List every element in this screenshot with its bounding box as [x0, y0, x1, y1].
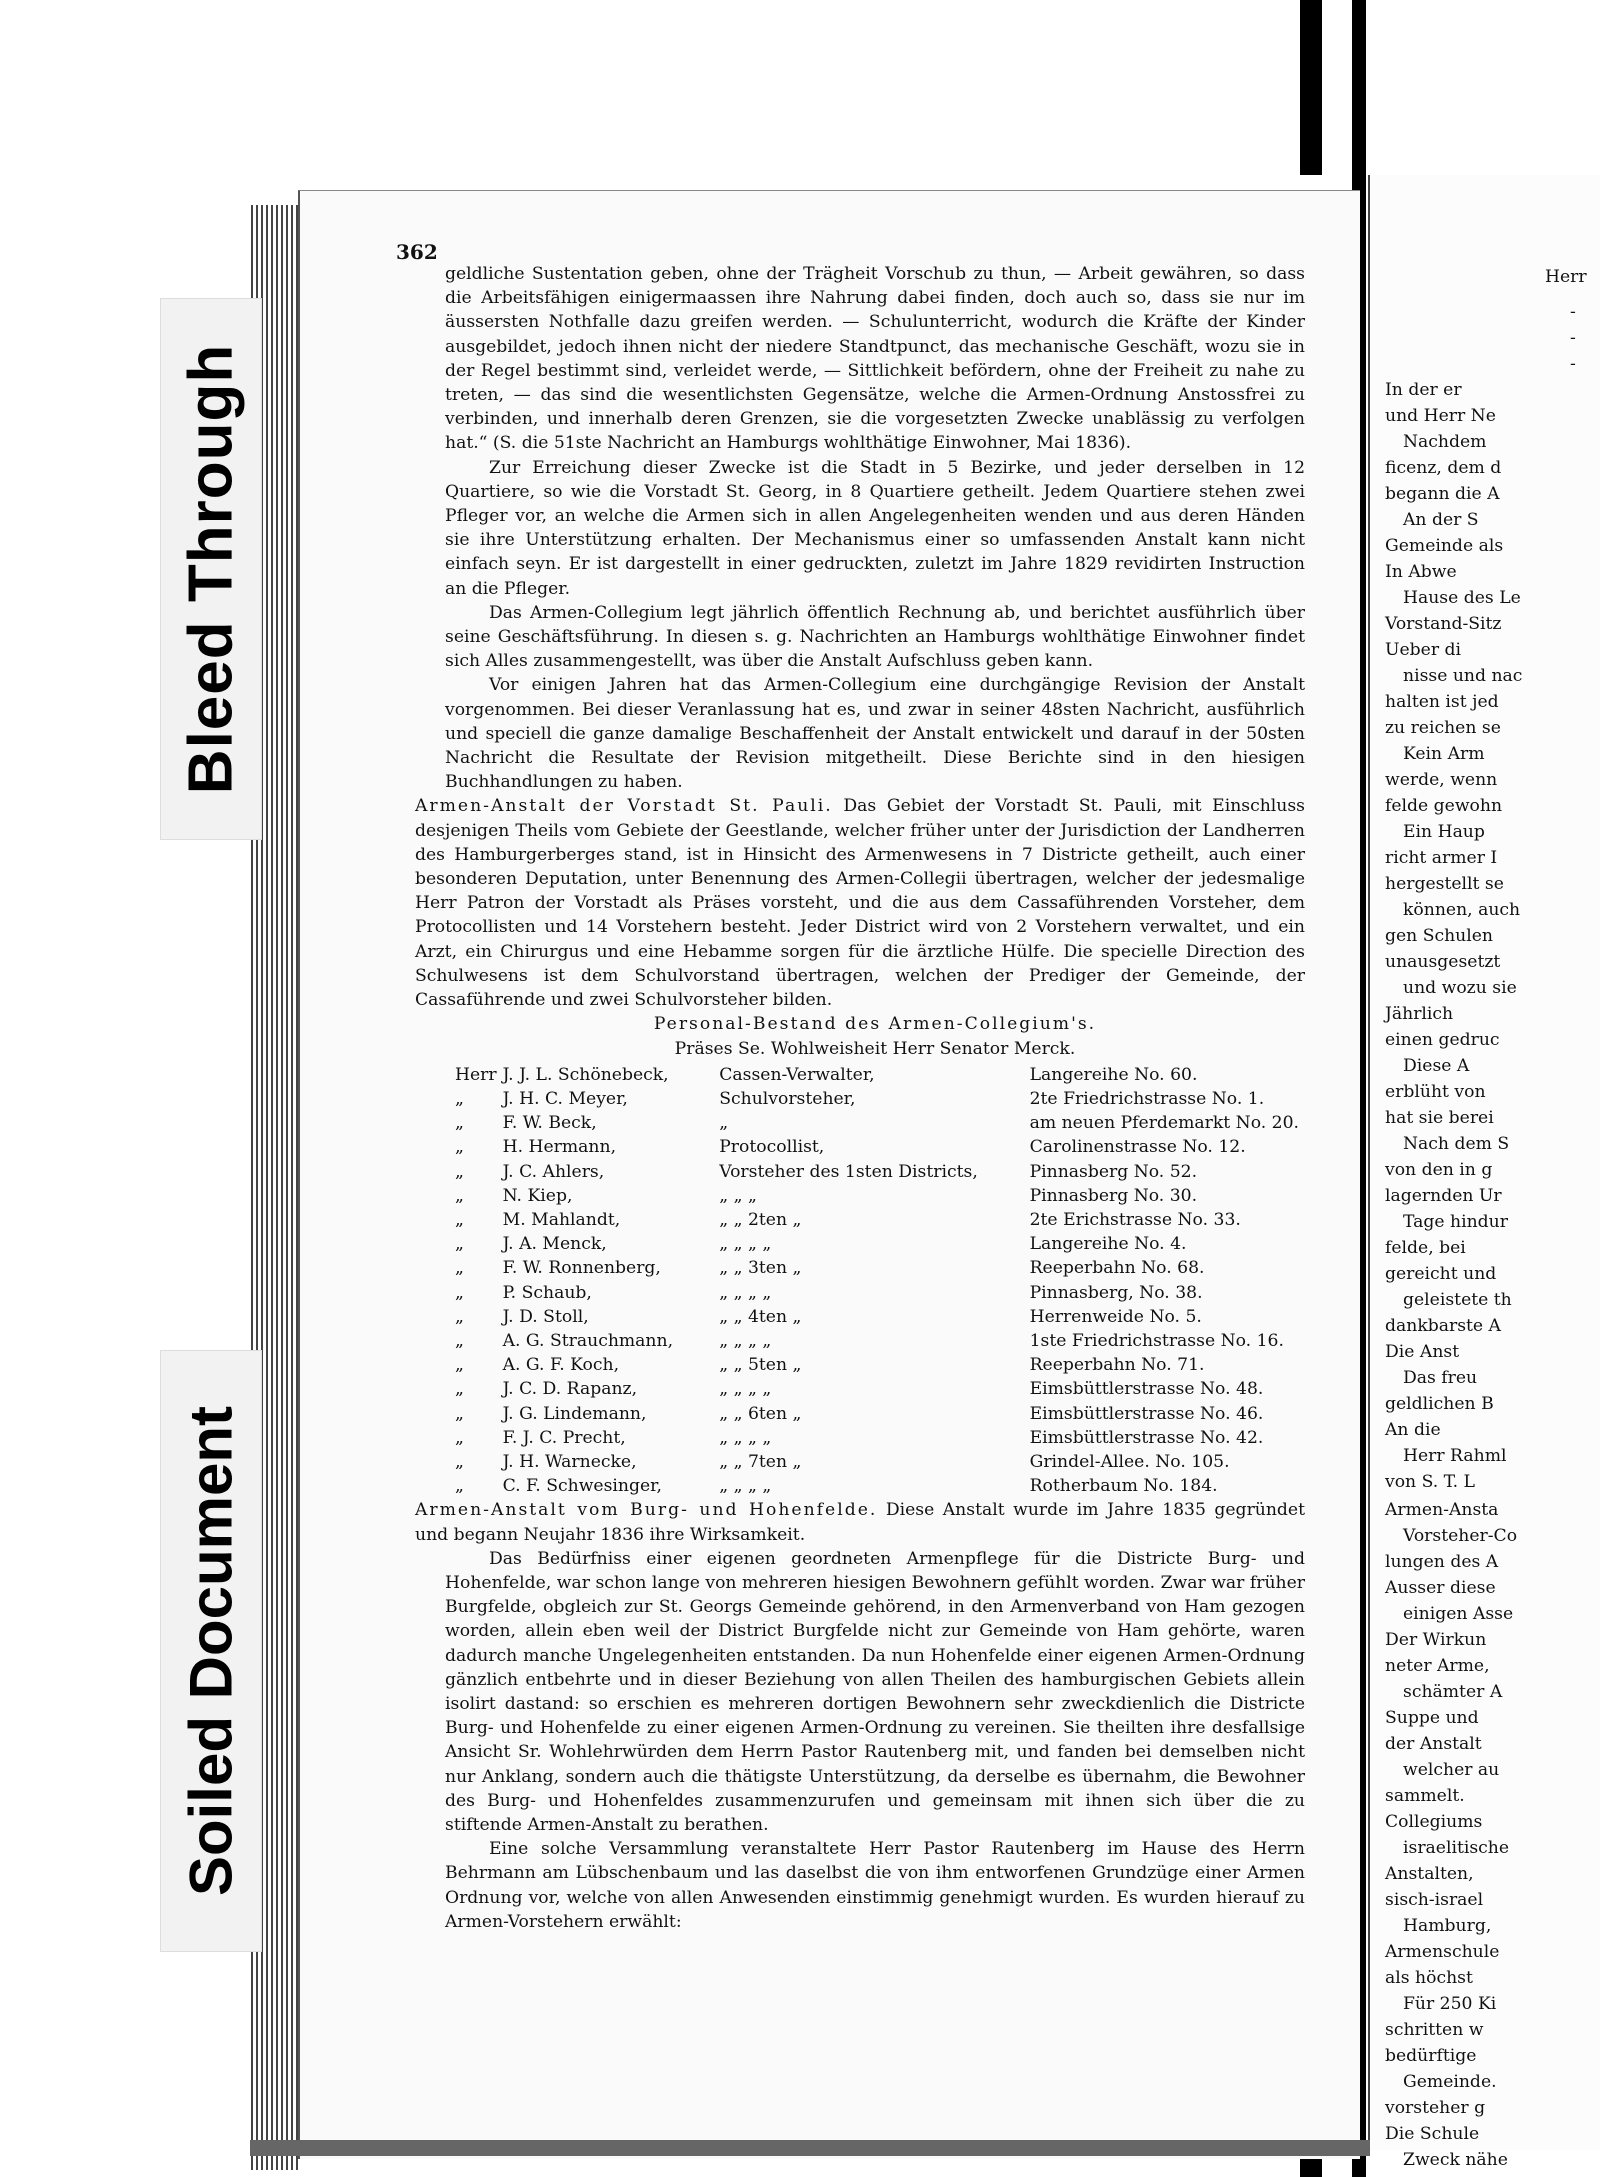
- right-page-line: Herr: [1545, 267, 1587, 287]
- roster-role: „ „ 4ten „: [719, 1306, 802, 1327]
- right-page-line: der Anstalt: [1385, 1734, 1482, 1754]
- right-page-line: Der Wirkun: [1385, 1630, 1487, 1650]
- roster-row: [455, 1353, 1305, 1377]
- roster-prefix: „: [455, 1234, 464, 1255]
- personal-heading: Personal-Bestand des Armen-Collegium's.: [653, 1014, 1097, 1035]
- roster-row: [455, 1184, 1305, 1208]
- roster-row: [455, 1305, 1305, 1329]
- right-page-line: zu reichen se: [1385, 718, 1501, 738]
- roster-role: Protocollist,: [719, 1137, 825, 1158]
- paragraph: Das Bedürfniss einer eigenen geordneten Armenpflege für die Districte Burg- und Hohenfelde, war schon lange von mehreren hiesigen Bewohnern gefühlt worden. Zwar war früher Burgfelde, obgleich zur St. Georgs Gemeinde gehörend, in den Armenverband von Ham gezogen worden, allein eben weil der District Burgfelde nicht zur Gemeinde von Ham gehörte, waren dadurch manche Ungelegenheiten entstanden. Da nun Hohenfelde einer eigenen Armen-Ordnung gänzlich entbehrte und in dieser Beziehung von allen Theilen des hamburgischen Gebiets allein isolirt dastand: so erschien es mehreren dortigen Bewohnern sehr zweckdienlich die Districte Burg- und Hohenfelde zu einer eigenen Armen-Ordnung zu vereinen. Sie theilten ihre desfallsige Ansicht Sr. Wohlehrwürden dem Herrn Pastor Rautenberg mit, und fanden bei demselben nicht nur Anklang, sondern auch die thätigste Unterstützung, da derselbe es übernahm, die Bewohner des Burg- und Hohenfeldes zusammenzurufen und gemeinsam mit ihnen sich über die zu stiftende Armen-Anstalt zu berathen.: [445, 1548, 1305, 1835]
- roster-address: Langereihe No. 60.: [1029, 1064, 1198, 1085]
- roster-prefix: „: [455, 1379, 464, 1400]
- right-page-line: neter Arme,: [1385, 1656, 1490, 1676]
- roster-row: [455, 1232, 1305, 1256]
- section-text: Diese Anstalt wurde im Jahre 1835 gegründet und begann Neujahr 1836 ihre Wirksamkeit.: [415, 1500, 1305, 1545]
- roster-address: Pinnasberg No. 52.: [1029, 1161, 1198, 1182]
- roster-name: H. Hermann,: [502, 1137, 617, 1158]
- roster-name: J. H. C. Meyer,: [502, 1088, 628, 1109]
- roster-prefix: „: [455, 1209, 464, 1230]
- roster-row: [455, 1474, 1305, 1498]
- roster-address: Pinnasberg, No. 38.: [1029, 1282, 1203, 1303]
- roster-prefix: „: [455, 1330, 464, 1351]
- roster-name: J. C. Ahlers,: [502, 1161, 605, 1182]
- roster-name: P. Schaub,: [502, 1282, 592, 1303]
- right-page-line: vorsteher g: [1385, 2098, 1486, 2118]
- paragraph: Eine solche Versammlung veranstaltete Herr Pastor Rautenberg im Hause des Herrn Behrmann am Lübschenbaum und las daselbst die von ihm entworfenen Grundzüge einer Armen Ordnung vor, welche von allen Anwesenden einstimmig genehmigt wurden. Es wurden hierauf zu Armen-Vorstehern erwählt:: [445, 1839, 1305, 1932]
- soiled-document-tag: [160, 1350, 262, 1952]
- right-page-line: An die: [1385, 1420, 1441, 1440]
- roster-address: Rotherbaum No. 184.: [1029, 1476, 1218, 1497]
- roster-role: „ „ „ „: [719, 1234, 772, 1255]
- right-page-line: Zweck nähe: [1403, 2150, 1508, 2170]
- right-page-line: Kein Arm: [1403, 744, 1485, 764]
- roster-row: [455, 1160, 1305, 1184]
- section-pauli: [415, 794, 1305, 1012]
- right-page-line: Collegiums: [1385, 1812, 1483, 1832]
- right-page-line: Armenschule: [1385, 1942, 1500, 1962]
- right-page-line: Gemeinde.: [1403, 2072, 1497, 2092]
- right-page-line: Jährlich: [1385, 1004, 1454, 1024]
- right-page-line: sammelt.: [1385, 1786, 1465, 1806]
- roster-address: Pinnasberg No. 30.: [1029, 1185, 1198, 1206]
- binding-shadow-top: [1300, 0, 1322, 175]
- right-page-line: halten ist jed: [1385, 692, 1499, 712]
- roster-role: „ „ „ „: [719, 1330, 772, 1351]
- right-page-line: Für 250 Ki: [1403, 1994, 1497, 2014]
- roster-address: Eimsbüttlerstrasse No. 46.: [1029, 1403, 1264, 1424]
- roster-name: M. Mahlandt,: [502, 1209, 621, 1230]
- right-page-line: -: [1570, 328, 1576, 348]
- right-page-line: erblüht von: [1385, 1082, 1486, 1102]
- right-page-line: israelitische: [1403, 1838, 1510, 1858]
- roster-prefix: „: [455, 1403, 464, 1424]
- right-page-line: als höchst: [1385, 1968, 1473, 1988]
- roster-name: F. W. Beck,: [502, 1113, 597, 1134]
- roster-row: [455, 1063, 1305, 1087]
- right-page-line: Gemeinde als: [1385, 536, 1504, 556]
- roster-role: Schulvorsteher,: [719, 1088, 856, 1109]
- roster-role: „ „ „ „: [719, 1427, 772, 1448]
- right-page-line: Herr Rahml: [1403, 1446, 1507, 1466]
- roster-prefix: „: [455, 1476, 464, 1497]
- right-page-line: geleistete th: [1403, 1290, 1512, 1310]
- roster-role: „ „ 3ten „: [719, 1258, 802, 1279]
- right-page-line: von S. T. L: [1385, 1472, 1475, 1492]
- section-heading: Armen-Anstalt der Vorstadt St. Pauli.: [415, 796, 833, 817]
- right-page-line: Suppe und: [1385, 1708, 1479, 1728]
- roster-address: 1ste Friedrichstrasse No. 16.: [1029, 1330, 1284, 1351]
- section-text: Das Gebiet der Vorstadt St. Pauli, mit Einschluss desjenigen Theils vom Gebiete der Geestlande, welcher früher unter der Jurisdiction der Landherren des Hamburgerberges stand, ist in Hinsicht des Armenwesens in 7 Districte getheilt, auch einer besonderen Deputation, unter Benennung des Armen-Collegii übertragen, welcher der jedesmalige Herr Patron der Vorstadt als Präses vorsteht, und die aus dem Cassaführenden Vorsteher, dem Protocollisten und 14 Vorstehern besteht. Jeder District wird von 2 Vorstehern verwaltet, und ein Arzt, ein Chirurgus und eine Hebamme sorgen für die ärztliche Hülfe. Die specielle Direction des Schulwesens ist dem Schulvorstand übertragen, welchen der Prediger der Gemeinde, der Cassaführende und zwei Schulvorsteher bilden.: [415, 796, 1306, 1011]
- roster-role: „: [719, 1113, 729, 1134]
- roster-role: Vorsteher des 1sten Districts,: [719, 1161, 978, 1182]
- roster-address: Eimsbüttlerstrasse No. 42.: [1029, 1427, 1264, 1448]
- roster-address: 2te Friedrichstrasse No. 1.: [1029, 1088, 1265, 1109]
- roster-role: Cassen-Verwalter,: [719, 1064, 875, 1085]
- right-page-line: felde, bei: [1385, 1238, 1466, 1258]
- roster-address: Grindel-Allee. No. 105.: [1029, 1451, 1230, 1472]
- roster-address: am neuen Pferdemarkt No. 20.: [1029, 1113, 1299, 1134]
- paragraph: geldliche Sustentation geben, ohne der Trägheit Vorschub zu thun, — Arbeit gewähren, so dass die Arbeitsfähigen einigermaassen ihre Nahrung dabei finden, doch auch so, dass sie nur im äussersten Nothfalle dazu greifen werden. — Schulunterricht, wodurch die Kräfte der Kinder ausgebildet, jedoch ihnen nicht der niedere Standtpunct, das mechanische Geschäft, wozu sie in der Regel bestimmt sind, verleidet werde, — Sittlichkeit befördern, ohne der Freiheit zu nahe zu treten, — das sind die wesentlichsten Gegensätze, welche die Armen-Ordnung Anstossfrei zu verbinden, und innerhalb deren Grenzen, sie die vorgesetzten Zwecke unablässig zu verfolgen hat.“ (S. die 51ste Nachricht an Hamburgs wohlthätige Einwohner, Mai 1836).: [445, 264, 1305, 454]
- roster-row: [455, 1281, 1305, 1305]
- right-page-line: Vorsteher-Co: [1403, 1526, 1518, 1546]
- main-text: [415, 262, 1306, 1934]
- roster-table: [455, 1063, 1305, 1499]
- right-page-line: Tage hindur: [1403, 1212, 1508, 1232]
- roster-prefix: „: [455, 1355, 464, 1376]
- right-page-line: Hause des Le: [1403, 588, 1521, 608]
- roster-name: A. G. F. Koch,: [502, 1355, 620, 1376]
- roster-row: [455, 1426, 1305, 1450]
- right-page-line: Anstalten,: [1385, 1864, 1474, 1884]
- right-page-line: richt armer I: [1385, 848, 1498, 868]
- right-page-line: Nachdem: [1403, 432, 1487, 452]
- soiled-document-label: Soiled Document: [177, 1405, 245, 1897]
- paragraph: Das Armen-Collegium legt jährlich öffentlich Rechnung ab, und berichtet ausführlich über seine Geschäftsführung. In diesen s. g. Nachrichten an Hamburgs wohlthätige Einwohner findet sich Alles zusammengestellt, was über die Anstalt Aufschluss geben kann.: [445, 602, 1305, 672]
- roster-name: J. D. Stoll,: [502, 1306, 589, 1327]
- roster-address: Langereihe No. 4.: [1029, 1234, 1187, 1255]
- right-page-line: Ueber di: [1385, 640, 1462, 660]
- right-page-line: und Herr Ne: [1385, 406, 1496, 426]
- roster-prefix: „: [455, 1306, 464, 1327]
- roster-name: F. J. C. Precht,: [502, 1427, 626, 1448]
- roster-name: A. G. Strauchmann,: [502, 1330, 674, 1351]
- paragraph: Zur Erreichung dieser Zwecke ist die Stadt in 5 Bezirke, und jeder derselben in 12 Quartiere, so wie die Vorstadt St. Georg, in 8 Quartiere getheilt. Jedem Quartiere stehen zwei Pfleger vor, an welche die Armen sich in allen Angelegenheiten wenden und aus deren Händen sie ihre Unterstützung erhalten. Der Mechanismus einer so umfassenden Anstalt kann nicht einfach seyn. Er ist dargestellt in einer gedruckten, zuletzt im Jahre 1829 revidirten Instruction an die Pfleger.: [445, 457, 1305, 599]
- right-page-line: Nach dem S: [1403, 1134, 1510, 1154]
- right-page-line: nisse und nac: [1403, 666, 1523, 686]
- roster-role: „ „ „ „: [719, 1379, 772, 1400]
- roster-name: N. Kiep,: [502, 1185, 573, 1206]
- right-page-line: Vorstand-Sitz: [1385, 614, 1502, 634]
- page-bottom-shadow: [250, 2140, 1370, 2156]
- right-page-line: Diese A: [1403, 1056, 1470, 1076]
- right-page-line: Ausser diese: [1385, 1578, 1496, 1598]
- right-page-line: schritten w: [1385, 2020, 1484, 2040]
- roster-address: Reeperbahn No. 71.: [1029, 1355, 1205, 1376]
- roster-row: [455, 1256, 1305, 1280]
- right-page-line: Die Schule: [1385, 2124, 1480, 2144]
- right-page-line: In Abwe: [1385, 562, 1457, 582]
- right-page-line: -: [1570, 354, 1576, 374]
- right-page-line: bedürftige: [1385, 2046, 1477, 2066]
- section-burg: [415, 1498, 1305, 1546]
- page-number: 362: [396, 240, 438, 264]
- right-page-line: einen gedruc: [1385, 1030, 1500, 1050]
- roster-prefix: „: [455, 1113, 464, 1134]
- roster-prefix: „: [455, 1427, 464, 1448]
- roster-row: [455, 1377, 1305, 1401]
- roster-role: „ „ 7ten „: [719, 1451, 802, 1472]
- roster-row: [455, 1087, 1305, 1111]
- right-page-line: schämter A: [1403, 1682, 1503, 1702]
- roster-address: Carolinenstrasse No. 12.: [1029, 1137, 1246, 1158]
- right-page-line: dankbarste A: [1385, 1316, 1501, 1336]
- roster-name: J. C. D. Rapanz,: [502, 1379, 638, 1400]
- roster-prefix: „: [455, 1137, 464, 1158]
- roster-name: F. W. Ronnenberg,: [502, 1258, 661, 1279]
- roster-prefix: „: [455, 1161, 464, 1182]
- right-page-line: einigen Asse: [1403, 1604, 1514, 1624]
- right-page-line: geldlichen B: [1385, 1394, 1494, 1414]
- right-page-line: An der S: [1403, 510, 1479, 530]
- right-page-line: und wozu sie: [1403, 978, 1517, 998]
- right-page-line: felde gewohn: [1385, 796, 1503, 816]
- roster-row: [455, 1135, 1305, 1159]
- right-page-line: lungen des A: [1385, 1552, 1499, 1572]
- section-heading: Armen-Anstalt vom Burg- und Hohenfelde.: [415, 1500, 878, 1521]
- roster-role: „ „ „: [719, 1185, 757, 1206]
- roster-name: J. A. Menck,: [502, 1234, 607, 1255]
- roster-name: J. J. L. Schönebeck,: [502, 1064, 669, 1085]
- roster-prefix: „: [455, 1451, 464, 1472]
- roster-row: [455, 1450, 1305, 1474]
- right-page-line: unausgesetzt: [1385, 952, 1501, 972]
- roster-name: J. H. Warnecke,: [502, 1451, 637, 1472]
- roster-row: [455, 1329, 1305, 1353]
- right-page-line: -: [1570, 302, 1576, 322]
- roster-row: [455, 1402, 1305, 1426]
- right-page-line: Das freu: [1403, 1368, 1478, 1388]
- bleed-through-label: Bleed Through: [176, 343, 246, 795]
- roster-role: „ „ 2ten „: [719, 1209, 802, 1230]
- right-page-line: Ein Haup: [1403, 822, 1485, 842]
- roster-address: Herrenweide No. 5.: [1029, 1306, 1202, 1327]
- roster-row: [455, 1111, 1305, 1135]
- right-page-line: können, auch: [1403, 900, 1521, 920]
- right-page-line: lagernden Ur: [1385, 1186, 1502, 1206]
- roster-address: Eimsbüttlerstrasse No. 48.: [1029, 1379, 1264, 1400]
- roster-role: „ „ „ „: [719, 1282, 772, 1303]
- paragraph: Vor einigen Jahren hat das Armen-Collegium eine durchgängige Revision der Anstalt vorgenommen. Bei dieser Veranlassung hat es, und zwar in seiner 48sten Nachricht, ausführlich und speciell die ganze damalige Beschaffenheit der Anstalt entwickelt und darauf in der 50sten Nachricht die Resultate der Revision mitgetheilt. Diese Berichte sind in den hiesigen Buchhandlungen zu haben.: [445, 675, 1305, 793]
- roster-role: „ „ „ „: [719, 1476, 772, 1497]
- roster-prefix: „: [455, 1282, 464, 1303]
- praeses-line: Präses Se. Wohlweisheit Herr Senator Merck.: [674, 1038, 1076, 1059]
- right-page-line: von den in g: [1385, 1160, 1493, 1180]
- roster-prefix: „: [455, 1185, 464, 1206]
- roster-row: [455, 1208, 1305, 1232]
- roster-address: 2te Erichstrasse No. 33.: [1029, 1209, 1241, 1230]
- right-page-line: hat sie berei: [1385, 1108, 1494, 1128]
- bleed-through-tag: [160, 298, 262, 840]
- roster-role: „ „ 5ten „: [719, 1355, 802, 1376]
- roster-prefix: „: [455, 1258, 464, 1279]
- roster-role: „ „ 6ten „: [719, 1403, 802, 1424]
- right-page-line: sisch-israel: [1385, 1890, 1484, 1910]
- right-page-line: gereicht und: [1385, 1264, 1497, 1284]
- right-page-line: ficenz, dem d: [1385, 458, 1502, 478]
- right-page-line: Die Anst: [1385, 1342, 1460, 1362]
- roster-address: Reeperbahn No. 68.: [1029, 1258, 1205, 1279]
- right-page-line: welcher au: [1403, 1760, 1500, 1780]
- right-page-line: In der er: [1385, 380, 1462, 400]
- right-page-line: hergestellt se: [1385, 874, 1504, 894]
- right-page-line: gen Schulen: [1385, 926, 1493, 946]
- roster-name: C. F. Schwesinger,: [502, 1476, 662, 1497]
- roster-prefix: „: [455, 1088, 464, 1109]
- right-page-line: Armen-Ansta: [1385, 1500, 1499, 1520]
- right-page-line: Hamburg,: [1403, 1916, 1492, 1936]
- right-page-line: werde, wenn: [1385, 770, 1498, 790]
- roster-name: J. G. Lindemann,: [502, 1403, 647, 1424]
- roster-prefix: Herr: [455, 1064, 497, 1085]
- right-page-line: begann die A: [1385, 484, 1500, 504]
